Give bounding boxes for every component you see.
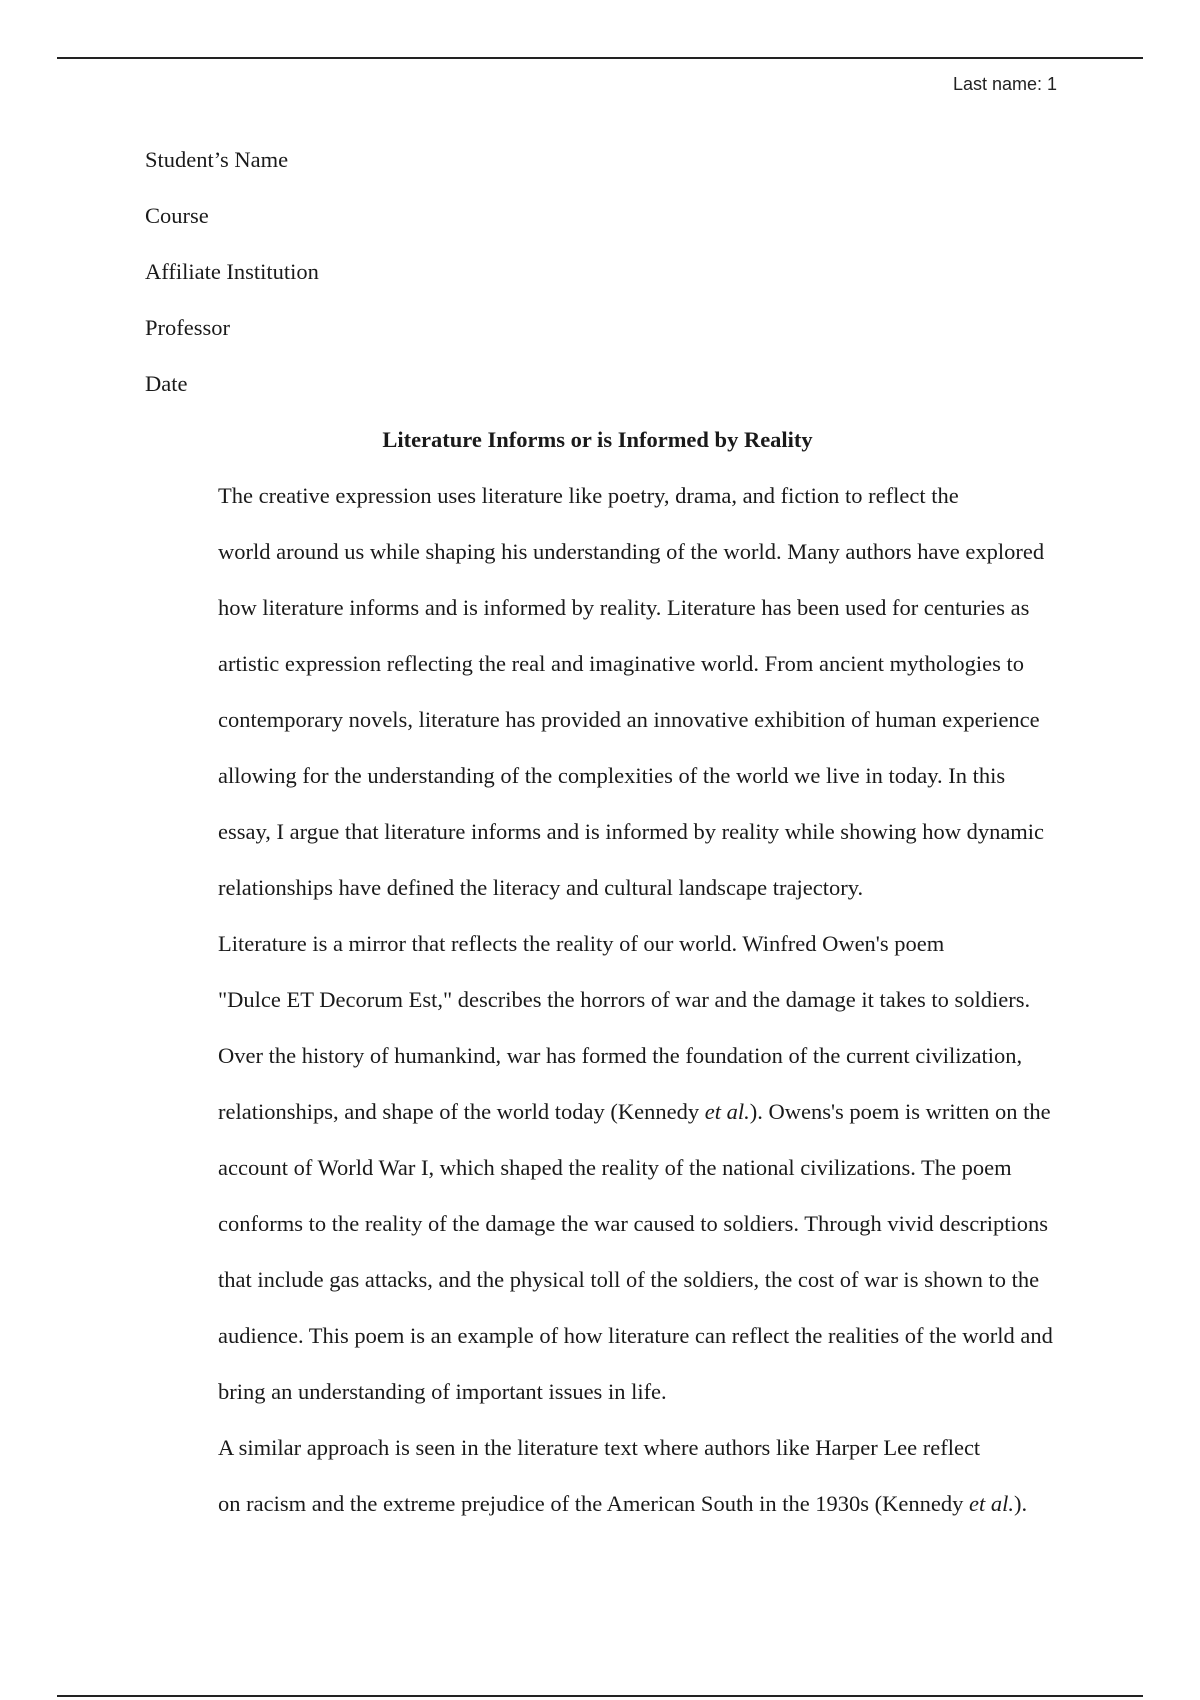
paragraph-line: artistic expression reflecting the real and imaginative world. From ancient mythologies to: [218, 651, 1025, 676]
italic-citation: et al.: [704, 1099, 750, 1124]
paragraph-line: account of World War I, which shaped the reality of the national civilizations. The poem: [218, 1155, 1012, 1180]
line-text: ).: [1014, 1491, 1028, 1516]
line-text: ). Owens's poem is written on the: [749, 1099, 1051, 1124]
essay-title: Literature Informs or is Informed by Reality: [382, 427, 813, 452]
professor: Professor: [145, 315, 230, 340]
line-text: on racism and the extreme prejudice of the American South in the 1930s (Kennedy: [218, 1491, 970, 1516]
paragraph-line: relationships have defined the literacy and cultural landscape trajectory.: [218, 875, 864, 900]
institution: Affiliate Institution: [145, 259, 319, 284]
bottom-rule: [57, 1695, 1143, 1697]
paragraph-line: essay, I argue that literature informs and is informed by reality while showing how dynamic: [218, 819, 1045, 844]
body-paragraph: [145, 1420, 1050, 1532]
paragraph-line: how literature informs and is informed by reality. Literature has been used for centuries as: [218, 595, 1030, 620]
top-rule: [57, 57, 1143, 59]
paragraph-line: world around us while shaping his understanding of the world. Many authors have explored: [218, 539, 1045, 564]
paragraph-line: [145, 1084, 1050, 1140]
paragraph-line: [145, 1476, 1050, 1532]
paragraph-line: A similar approach is seen in the literature text where authors like Harper Lee reflect: [218, 1435, 981, 1460]
paragraph-line: allowing for the understanding of the complexities of the world we live in today. In this: [218, 763, 1006, 788]
paragraph-line: contemporary novels, literature has provided an innovative exhibition of human experience: [218, 707, 1040, 732]
paragraph-line: The creative expression uses literature like poetry, drama, and fiction to reflect the: [218, 483, 959, 508]
date: Date: [145, 371, 188, 396]
paragraph-line: audience. This poem is an example of how literature can reflect the realities of the world and: [218, 1323, 1053, 1348]
course: Course: [145, 203, 209, 228]
paragraph-line: conforms to the reality of the damage the war caused to soldiers. Through vivid descriptions: [218, 1211, 1048, 1236]
header-block: [145, 132, 1050, 412]
paragraph-line: Over the history of humankind, war has formed the foundation of the current civilization,: [218, 1043, 1023, 1068]
body-paragraph: [145, 468, 1050, 916]
paragraph-line: bring an understanding of important issues in life.: [218, 1379, 667, 1404]
line-text: relationships, and shape of the world today (Kennedy: [218, 1099, 705, 1124]
italic-citation: et al.: [969, 1491, 1015, 1516]
essay-body: [145, 468, 1053, 1532]
paragraph-line: Literature is a mirror that reflects the reality of our world. Winfred Owen's poem: [218, 931, 945, 956]
body-paragraph: [145, 916, 1053, 1420]
paragraph-line: "Dulce ET Decorum Est," describes the horrors of war and the damage it takes to soldiers.: [218, 987, 1031, 1012]
running-head: Last name: 1: [952, 74, 1057, 94]
document-page: [145, 132, 1053, 1532]
paragraph-line: that include gas attacks, and the physical toll of the soldiers, the cost of war is shown to the: [218, 1267, 1040, 1292]
student-name: Student’s Name: [145, 147, 289, 172]
